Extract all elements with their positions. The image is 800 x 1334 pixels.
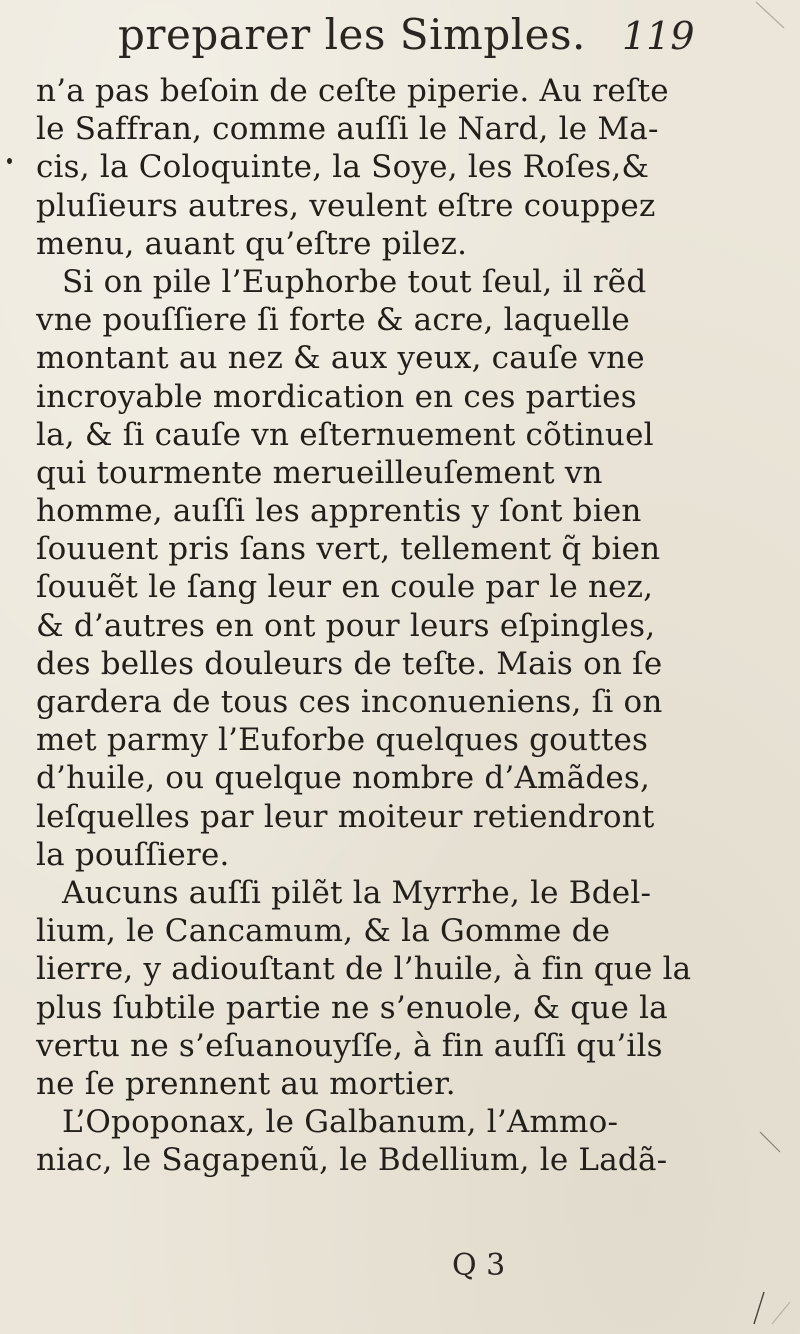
text-line: montant au nez & aux yeux, cauſe vne (36, 340, 645, 377)
running-title: preparer les Simples. (118, 10, 586, 59)
running-head (118, 10, 695, 66)
text-line: homme, auſſi les apprentis y ſont bien (36, 493, 642, 530)
text-line: met parmy l’Euforbe quelques gouttes (36, 722, 649, 759)
text-line: ſouuẽt le ſang leur en coule par le nez, (36, 569, 654, 606)
paragraph-start-line: Si on pile l’Euphorbe tout ſeul, il rẽd (62, 263, 647, 300)
text-line: menu, auant qu’eſtre pilez. (36, 225, 468, 262)
text-line: d’huile, ou quelque nombre d’Amãdes, (36, 760, 651, 797)
text-line: la, & ſi cauſe vn eſternuement cõtinuel (36, 416, 654, 453)
text-line: ſouuent pris ſans vert, tellement q̃ bien (36, 531, 661, 568)
corner-crease-mark (724, 1258, 794, 1328)
text-line: incroyable mordication en ces parties (36, 378, 637, 415)
margin-ink-dot (7, 158, 12, 164)
text-line: la pouſſiere. (36, 836, 230, 873)
text-line: vertu ne s’eſuanouyſſe, à fin auſſi qu’ils (36, 1027, 663, 1064)
text-line: cis, la Coloquinte, la Soye, les Roſes,& (36, 149, 650, 186)
corner-crease-mark (750, 0, 790, 40)
text-line: lierre, y adiouſtant de l’huile, à fin que la (36, 951, 692, 988)
page-number: 119 (622, 14, 695, 58)
text-line: qui tourmente merueilleuſement vn (36, 454, 603, 491)
text-line: leſquelles par leur moiteur retiendront (36, 798, 655, 835)
text-line: le Saffran, comme auſſi le Nard, le Ma- (36, 111, 659, 148)
text-line: gardera de tous ces inconueniens, ſi on (36, 684, 663, 720)
text-line: vne pouſſiere ſi forte & acre, laquelle (36, 302, 630, 339)
text-line: ne ſe prennent au mortier. (36, 1065, 456, 1102)
margin-tick-mark (756, 1128, 786, 1158)
paragraph-start-line: Aucuns auſſi pilẽt la Myrrhe, le Bdel- (62, 874, 652, 911)
signature-mark: Q 3 (452, 1248, 506, 1283)
text-line: n’a pas beſoin de ceſte piperie. Au reſte (36, 73, 669, 109)
body-text (36, 72, 736, 1179)
paragraph-start-line: L’Opoponax, le Galbanum, l’Ammo- (62, 1104, 619, 1141)
text-line: & d’autres en ont pour leurs eſpingles, (36, 607, 656, 644)
text-line: pluſieurs autres, veulent eſtre couppez (36, 187, 656, 224)
text-line: plus ſubtile partie ne s’enuole, & que la (36, 989, 668, 1026)
text-line: lium, le Cancamum, & la Gomme de (36, 913, 611, 950)
text-line: des belles douleurs de teſte. Mais on ſe (36, 645, 663, 682)
text-line: niac, le Sagapenũ, le Bdellium, le Ladã- (36, 1142, 668, 1179)
